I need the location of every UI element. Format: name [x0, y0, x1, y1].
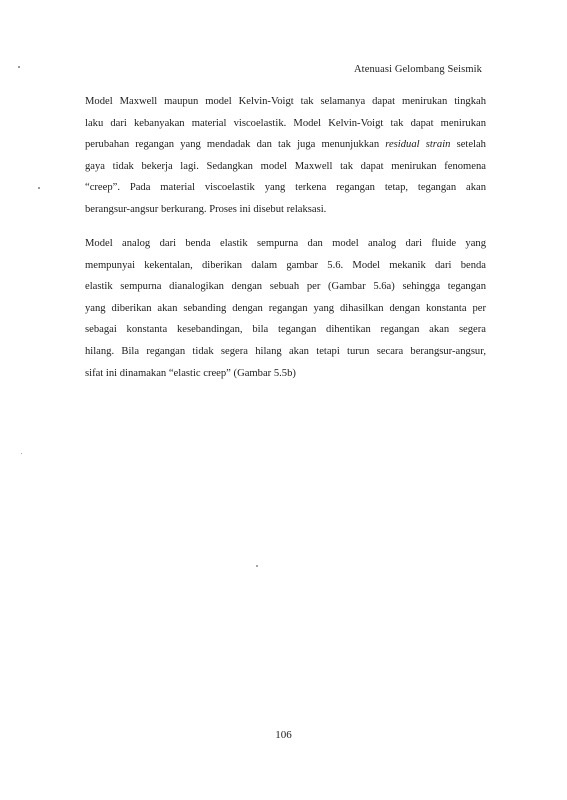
paragraph-line: sifat ini dinamakan “elastic creep” (Gambar 5.5b): [85, 367, 296, 379]
paragraph-line: Model analog dari benda elastik sempurna dan model analog dari fluide yang: [85, 238, 486, 249]
italic-term: residual strain: [385, 139, 451, 151]
paragraph-line: mempunyai kekentalan, diberikan dalam gambar 5.6. Model mekanik dari benda: [85, 259, 486, 271]
paragraph-line: sebagai konstanta kesebandingan, bila tegangan dihentikan regangan akan segera: [85, 324, 486, 336]
line-segment: perubahan regangan yang mendadak dan tak juga menunjukkan: [85, 139, 386, 151]
scan-speck: [38, 187, 40, 189]
paragraph-maxwell-kelvin-voigt: [85, 91, 486, 221]
running-header: Atenuasi Gelombang Seismik: [354, 64, 482, 75]
scan-speck: [21, 453, 22, 454]
paragraph-line: “creep”. Pada material viscoelastik yang terkena regangan tetap, tegangan akan: [85, 182, 486, 194]
scan-speck: [18, 66, 20, 68]
paragraph-line: Model Maxwell maupun model Kelvin-Voigt tak selamanya dapat menirukan tingkah: [85, 96, 486, 107]
line-segment: setelah: [450, 139, 486, 151]
paragraph-analog-models: [85, 233, 486, 384]
page-number: 106: [275, 729, 292, 741]
paragraph-line: hilang. Bila regangan tidak segera hilang akan tetapi turun secara berangsur-angsur,: [85, 345, 486, 357]
paragraph-line: berangsur-angsur berkurang. Proses ini disebut relaksasi.: [85, 203, 327, 215]
scan-speck: [256, 565, 258, 567]
paragraph-line: [85, 134, 486, 156]
paragraph-line: laku dari kebanyakan material viscoelastik. Model Kelvin-Voigt tak dapat menirukan: [85, 117, 486, 129]
paragraph-line: elastik sempurna dianalogikan dengan sebuah per (Gambar 5.6a) sehingga tegangan: [85, 281, 486, 293]
paragraph-line: yang diberikan akan sebanding dengan regangan yang dihasilkan dengan konstanta per: [85, 302, 486, 314]
paragraph-line: gaya tidak bekerja lagi. Sedangkan model Maxwell tak dapat menirukan fenomena: [85, 160, 486, 172]
